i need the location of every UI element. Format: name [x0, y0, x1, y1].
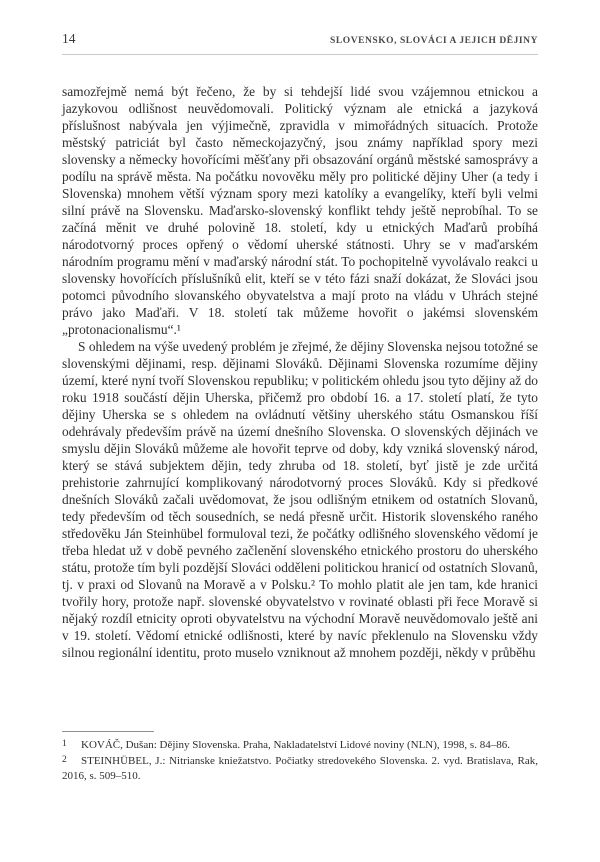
footnote [62, 738, 538, 754]
footnote-marker: 2 [62, 754, 67, 765]
page-header [62, 32, 538, 55]
footnote-marker: 1 [62, 739, 67, 749]
footnotes-section [62, 731, 538, 784]
footnote-text: STEINHÜBEL, J.: Nitrianske kniežatstvo. Počiatky stredovekého Slovenska. 2. vyd. Bratislava, Rak, 2016, s. 509–510. [62, 754, 538, 782]
paragraph-continuation: samozřejmě nemá být řečeno, že by si tehdejší lidé svou vzájemnou etnickou a jazykovou odlišnost neuvědomovali. Politický význam ale etnická a jazyková příslušnost nabývala jen výjimečně, zpravidla v mimořádných situacích. Protože městský patriciát byl často německojazyčný, jsou známy například spory mezi slovensky a německy hovořícími měšťany při obsazování orgánů městské samosprávy a podílu na správě města. Na počátku novověku měly pro politické dějiny Uher (a tedy i Slovenska) mnohem větší význam spory mezi katolíky a evangelíky, kteří byli velmi silní právě na Slovensku. Maďarsko-slovenský konflikt tehdy ještě neprobíhal. To se začíná měnit ve druhé polovině 18. století, kdy u etnických Maďarů probíhá národotvorný proces opřený o vědomí uherské státnosti. Uhry se v maďarském národním programu mění v maďarský národní stát. To pochopitelně vyvolávalo reakci u slovensky hovořících příslušníků elit, kteří se v této fázi snaží dokázat, že Slováci jsou potomci původního slovanského obyvatelstva a mají proto na vládu v Uhrách stejné právo jako Maďaři. V 18. století tak můžeme hovořit o jakémsi slovenském „protonacionalismu“.¹ [62, 84, 538, 337]
footnote-separator [62, 731, 154, 732]
page-number: 14 [62, 31, 76, 46]
running-head-title: SLOVENSKO, SLOVÁCI A JEJICH DĚJINY [330, 36, 538, 46]
body-text [62, 83, 538, 661]
footnote [62, 754, 538, 784]
footnote-text: KOVÁČ, Dušan: Dějiny Slovenska. Praha, Nakladatelství Lidové noviny (NLN), 1998, s. 84–86. [81, 739, 510, 751]
paragraph: S ohledem na výše uvedený problém je zřejmé, že dějiny Slovenska nejsou totožné se slovenskými dějinami, resp. dějinami Slováků. Dějinami Slovenska rozumíme dějiny území, které nyní tvoří Slovenskou republiku; v politickém ohledu jsou tyto dějiny až do roku 1918 součástí dějin Uherska, přičemž pro období 16. a 17. století platí, že tyto dějiny Uherska se s ohledem na ovládnutí většiny uherského státu Osmanskou říší odehrávaly především právě na území dnešního Slovenska. O slovenských dějinách ve smyslu dějin Slováků můžeme ale hovořit teprve od doby, kdy vzniká slovenský národ, který se stává subjektem dějin, tedy zhruba od 18. století, byť jistě je zde určitá prehistorie zahrnující komplikovaný národotvorný proces Slováků. Kdy si předkové dnešních Slováků začali uvědomovat, že jsou odlišným etnikem od ostatních Slovanů, tedy především od těch sousedních, se nedá přesně určit. Historik slovenského raného středověku Ján Steinhübel formuloval tezi, že počátky odlišného slovenského vědomí je třeba hledat už v době pevného začlenění slovenského etnického prostoru do uherského státu, protože tím byli pozdější Slováci odděleni politickou hranicí od ostatních Slovanů, tj. v praxi od Slovanů na Moravě a v Polsku.² To mohlo platit ale jen tam, kde hranici tvořily hory, protože např. slovenské obyvatelstvo v rovinaté oblasti při řece Moravě si nějaký rozdíl etnicity oproti obyvatelstvu na východní Moravě neuvědomovalo ještě ani v 19. století. Vědomí etnické odlišnosti, které by navíc překlenulo na Slovensku vždy silnou regionální identitu, proto muselo vzniknout až mnohem později, někdy v průběhu [62, 339, 538, 660]
